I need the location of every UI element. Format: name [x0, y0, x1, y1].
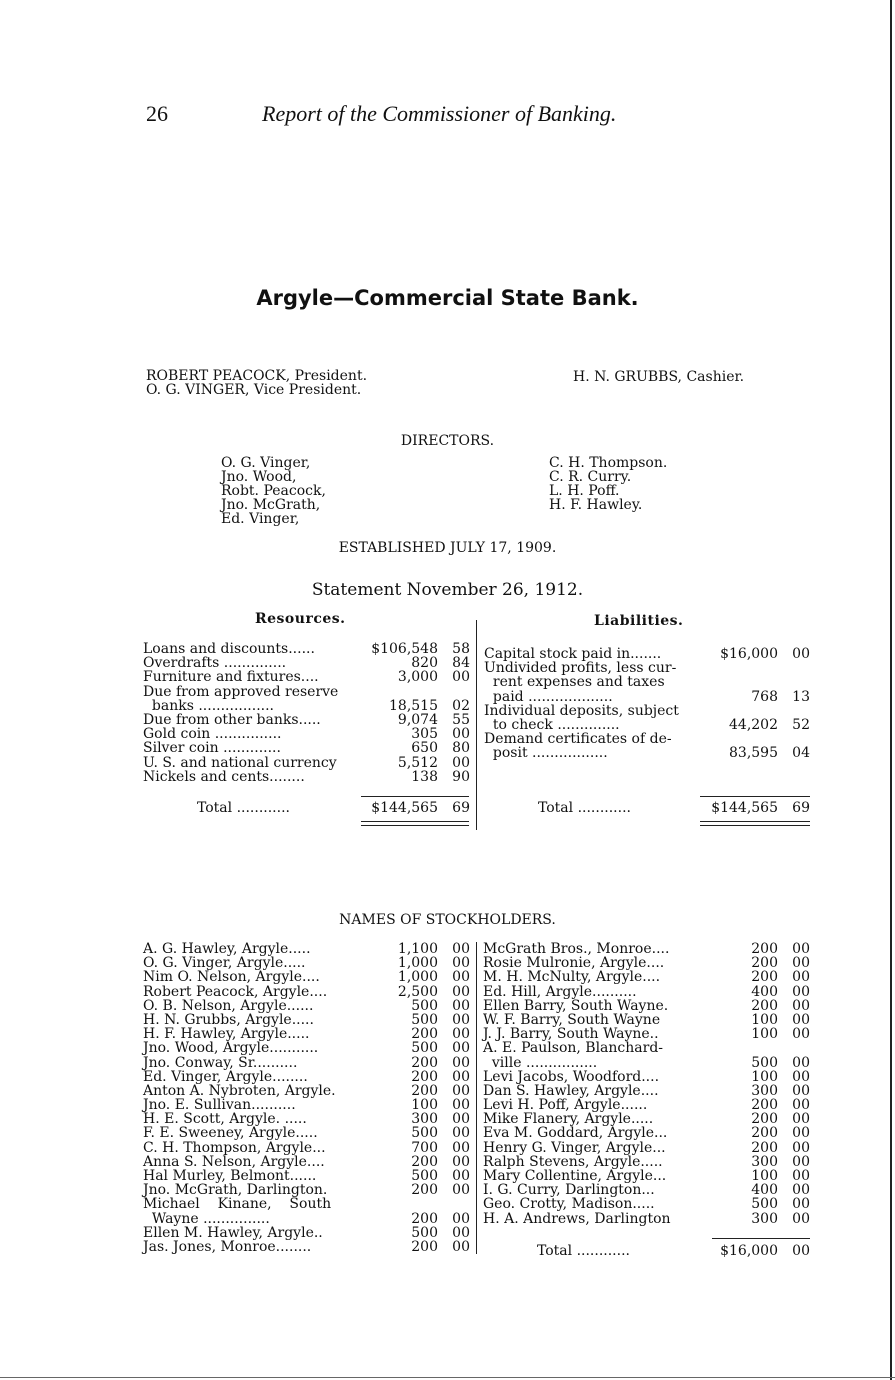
stockholder-row	[143, 1183, 470, 1197]
entry-cents: 00	[452, 1210, 470, 1227]
liabilities-total-values	[484, 800, 810, 816]
entry-name: H. N. Grubbs, Argyle.....	[143, 1011, 314, 1028]
stockholder-row	[143, 1141, 470, 1155]
entry-dollars: 820	[411, 655, 438, 672]
stockholder-row	[483, 956, 810, 970]
entry-name: Dan S. Hawley, Argyle....	[483, 1082, 659, 1099]
entry-cents: 00	[452, 1068, 470, 1085]
entry-cents: 00	[792, 1068, 810, 1085]
entry-cents: 52	[792, 716, 810, 733]
liabilities-sum-rule	[700, 796, 810, 797]
entry-cents: 00	[452, 1054, 470, 1071]
entry-cents: 84	[452, 655, 470, 672]
resources-total-rule	[361, 821, 469, 822]
entry-name: Henry G. Vinger, Argyle...	[483, 1139, 666, 1156]
liabilities-total-cents: 69	[792, 800, 810, 816]
stockholder-row	[143, 1112, 470, 1126]
entry-name: Ed. Hill, Argyle..........	[483, 983, 637, 1000]
entry-cents: 00	[452, 1097, 470, 1114]
entry-name: Jno. McGrath, Darlington.	[143, 1182, 328, 1199]
entry-name: McGrath Bros., Monroe....	[483, 941, 670, 957]
stockholder-row	[143, 1041, 470, 1055]
entry-dollars: 2,500	[397, 983, 438, 1000]
stockholder-row	[143, 1126, 470, 1140]
entry-dollars: 500	[411, 1224, 438, 1241]
entry-name: Ralph Stevens, Argyle.....	[483, 1153, 663, 1170]
liability-row	[484, 690, 810, 704]
entry-name: posit .................	[484, 745, 608, 762]
entry-name: H. E. Scott, Argyle. .....	[143, 1111, 307, 1128]
entry-dollars: 100	[751, 1011, 778, 1028]
stockholder-row	[143, 970, 470, 984]
entry-cents: 00	[792, 1182, 810, 1199]
entry-cents: 00	[792, 1011, 810, 1028]
stockholder-row	[483, 942, 810, 956]
entry-name: Levi H. Poff, Argyle......	[483, 1097, 648, 1114]
entry-cents: 00	[792, 1054, 810, 1071]
statement-title: Statement November 26, 1912.	[311, 580, 584, 600]
director-name: H. F. Hawley.	[549, 497, 643, 513]
entry-name: Gold coin ...............	[143, 726, 282, 743]
entry-cents: 00	[792, 1196, 810, 1213]
page-edge-line	[890, 0, 892, 1380]
resources-total-rule	[361, 825, 469, 826]
resources-total-label: Total ............	[197, 800, 290, 816]
liabilities-heading: Liabilities.	[594, 613, 684, 629]
entry-name: Wayne ...............	[143, 1210, 270, 1227]
stockholder-row	[483, 1212, 810, 1226]
stockholder-row	[483, 1112, 810, 1126]
stockholder-row	[143, 1084, 470, 1098]
stockholder-row	[483, 1183, 810, 1197]
stockholder-row	[143, 1098, 470, 1112]
entry-dollars: 200	[751, 1097, 778, 1114]
entry-dollars: 1,000	[397, 955, 438, 972]
entry-cents: 00	[792, 1168, 810, 1184]
stockholders-total-label: Total ............	[537, 1243, 630, 1259]
resource-row	[143, 741, 470, 755]
entry-name: W. F. Barry, South Wayne	[483, 1011, 661, 1028]
entry-name: Michael Kinane, South	[143, 1196, 332, 1213]
resource-row	[143, 756, 470, 770]
stockholder-row	[483, 1084, 810, 1098]
entry-cents: 00	[452, 1026, 470, 1043]
entry-cents: 00	[452, 983, 470, 1000]
entry-dollars: $16,000	[720, 646, 778, 662]
entry-cents: 00	[452, 997, 470, 1014]
entry-name: Ellen Barry, South Wayne.	[483, 997, 669, 1014]
director-name: Jno. Wood,	[221, 469, 297, 485]
liability-row	[484, 746, 810, 760]
entry-name: paid ...................	[484, 688, 613, 705]
director-name: C. H. Thompson.	[549, 455, 668, 471]
entry-dollars: 500	[411, 1168, 438, 1184]
entry-name: Nim O. Nelson, Argyle....	[143, 969, 320, 986]
entry-cents: 00	[452, 1082, 470, 1099]
entry-name: Individual deposits, subject	[484, 702, 679, 719]
entry-dollars: 200	[751, 1111, 778, 1128]
stockholder-row	[143, 1212, 470, 1226]
entry-dollars: 200	[411, 1026, 438, 1043]
entry-cents: 04	[792, 745, 810, 762]
entry-name: Mary Collentine, Argyle...	[483, 1168, 667, 1184]
stockholder-row	[143, 1056, 470, 1070]
resource-row	[143, 727, 470, 741]
entry-name: J. J. Barry, South Wayne..	[483, 1026, 659, 1043]
stockholder-row	[143, 956, 470, 970]
entry-cents: 90	[452, 768, 470, 785]
resources-heading: Resources.	[255, 611, 346, 627]
stockholder-row	[483, 1013, 810, 1027]
entry-name: Eva M. Goddard, Argyle...	[483, 1125, 668, 1142]
stockholder-row	[483, 1056, 810, 1070]
entry-dollars: 200	[411, 1153, 438, 1170]
liability-row	[484, 661, 810, 675]
entry-name: M. H. McNulty, Argyle....	[483, 969, 661, 986]
resource-row	[143, 685, 470, 699]
entry-name: Rosie Mulronie, Argyle....	[483, 955, 665, 972]
entry-name: C. H. Thompson, Argyle...	[143, 1139, 326, 1156]
liabilities-total-rule	[700, 825, 810, 826]
stockholder-row	[483, 1041, 810, 1055]
entry-dollars: 200	[751, 969, 778, 986]
resources-total-values	[143, 800, 470, 816]
statement-divider	[476, 620, 477, 830]
entry-name: Jno. Conway, Sr..........	[143, 1054, 298, 1071]
entry-dollars: 100	[751, 1068, 778, 1085]
stockholder-row	[143, 1013, 470, 1027]
entry-name: to check ..............	[484, 716, 620, 733]
running-title: Report of the Commissioner of Banking.	[262, 101, 617, 126]
entry-cents: 00	[792, 1210, 810, 1227]
entry-name: O. B. Nelson, Argyle......	[143, 997, 314, 1014]
entry-cents: 02	[452, 697, 470, 714]
director-name: Jno. McGrath,	[221, 497, 321, 513]
stockholders-sum-rule	[712, 1238, 810, 1239]
entry-dollars: 200	[411, 1210, 438, 1227]
entry-dollars: 500	[751, 1196, 778, 1213]
entry-dollars: 500	[751, 1054, 778, 1071]
entry-name: Jas. Jones, Monroe........	[143, 1238, 312, 1255]
entry-name: Nickels and cents........	[143, 768, 305, 785]
entry-cents: 00	[792, 1139, 810, 1156]
entry-cents: 00	[452, 1125, 470, 1142]
entry-name: Anton A. Nybroten, Argyle.	[143, 1082, 336, 1099]
entry-dollars: 200	[751, 997, 778, 1014]
officer-president: ROBERT PEACOCK, President.	[146, 368, 368, 384]
entry-name: Due from approved reserve	[143, 683, 339, 700]
stockholder-row	[483, 985, 810, 999]
stockholder-row	[143, 1169, 470, 1183]
stockholder-row	[483, 1155, 810, 1169]
entry-dollars: 300	[751, 1210, 778, 1227]
entry-dollars: 100	[411, 1097, 438, 1114]
entry-name: O. G. Vinger, Argyle.....	[143, 955, 306, 972]
entry-dollars: 44,202	[729, 716, 778, 733]
entry-cents: 00	[452, 1168, 470, 1184]
entry-cents: 00	[792, 1153, 810, 1170]
entry-name: H. A. Andrews, Darlington	[483, 1210, 671, 1227]
entry-dollars: 200	[751, 955, 778, 972]
director-name: Ed. Vinger,	[221, 511, 300, 527]
resource-row	[143, 642, 470, 656]
entry-dollars: 200	[751, 941, 778, 957]
director-name: L. H. Poff.	[549, 483, 620, 499]
entry-dollars: 300	[751, 1153, 778, 1170]
entry-cents: 00	[792, 983, 810, 1000]
director-name: C. R. Curry.	[549, 469, 632, 485]
entry-dollars: 200	[411, 1182, 438, 1199]
entry-cents: 00	[792, 969, 810, 986]
entry-cents: 00	[452, 1238, 470, 1255]
entry-cents: 00	[792, 646, 810, 662]
resource-row	[143, 770, 470, 784]
entry-cents: 00	[452, 669, 470, 686]
entry-cents: 00	[452, 1182, 470, 1199]
entry-dollars: 768	[751, 688, 778, 705]
stockholders-total-values	[483, 1243, 810, 1259]
entry-cents: 00	[452, 726, 470, 743]
resources-total-cents: 69	[452, 800, 470, 816]
entry-name: Jno. E. Sullivan..........	[143, 1097, 296, 1114]
entry-dollars: 138	[411, 768, 438, 785]
entry-name: Furniture and fixtures....	[143, 669, 319, 686]
entry-dollars: 500	[411, 1011, 438, 1028]
entry-dollars: 300	[411, 1111, 438, 1128]
entry-cents: 00	[452, 1111, 470, 1128]
resources-table	[143, 642, 470, 784]
entry-name: Undivided profits, less cur-	[484, 660, 677, 677]
entry-cents: 00	[792, 1026, 810, 1043]
resources-sum-rule	[361, 796, 469, 797]
stockholder-row	[143, 985, 470, 999]
director-name: O. G. Vinger,	[221, 455, 311, 471]
entry-cents: 00	[452, 969, 470, 986]
stockholder-row	[483, 1070, 810, 1084]
entry-dollars: 500	[411, 997, 438, 1014]
entry-dollars: 5,512	[397, 754, 438, 771]
entry-name: Demand certificates of de-	[484, 731, 672, 748]
liabilities-total-dollars: $144,565	[711, 800, 778, 816]
entry-name: H. F. Hawley, Argyle.....	[143, 1026, 310, 1043]
officer-vice-president: O. G. VINGER, Vice President.	[146, 382, 362, 398]
liability-row	[484, 718, 810, 732]
entry-cents: 00	[452, 1139, 470, 1156]
stockholder-row	[143, 1155, 470, 1169]
entry-name: Levi Jacobs, Woodford....	[483, 1068, 660, 1085]
stockholder-row	[483, 1126, 810, 1140]
stockholders-total-dollars: $16,000	[720, 1243, 778, 1259]
entry-name: ville ................	[483, 1054, 598, 1071]
entry-dollars: 650	[411, 740, 438, 757]
entry-cents: 13	[792, 688, 810, 705]
liabilities-table	[484, 647, 810, 761]
bank-title: Argyle—Commercial State Bank.	[256, 286, 639, 310]
resource-row	[143, 670, 470, 684]
director-name: Robt. Peacock,	[221, 483, 326, 499]
stockholder-row	[143, 1240, 470, 1254]
resource-row	[143, 713, 470, 727]
entry-cents: 80	[452, 740, 470, 757]
stockholder-row	[143, 1027, 470, 1041]
entry-name: I. G. Curry, Darlington...	[483, 1182, 655, 1199]
entry-cents: 00	[452, 1040, 470, 1057]
liabilities-total-rule	[700, 821, 810, 822]
entry-name: F. E. Sweeney, Argyle.....	[143, 1125, 318, 1142]
page-number: 26	[146, 101, 168, 126]
stockholder-row	[143, 999, 470, 1013]
stockholder-row	[483, 1169, 810, 1183]
entry-cents: 00	[452, 955, 470, 972]
entry-name: rent expenses and taxes	[484, 674, 665, 691]
liability-row	[484, 647, 810, 661]
stockholder-row	[483, 970, 810, 984]
entry-dollars: 305	[411, 726, 438, 743]
entry-name: Loans and discounts......	[143, 641, 315, 657]
stockholders-right-column	[483, 942, 810, 1226]
entry-dollars: 9,074	[397, 711, 438, 728]
entry-cents: 00	[792, 941, 810, 957]
page-bottom-line	[0, 1377, 895, 1378]
resource-row	[143, 656, 470, 670]
entry-name: Ellen M. Hawley, Argyle..	[143, 1224, 323, 1241]
entry-dollars: 100	[751, 1026, 778, 1043]
entry-dollars: 200	[751, 1125, 778, 1142]
entry-cents: 00	[452, 1224, 470, 1241]
entry-name: Hal Murley, Belmont......	[143, 1168, 317, 1184]
stockholder-row	[483, 1027, 810, 1041]
entry-name: A. E. Paulson, Blanchard-	[483, 1040, 664, 1057]
stockholder-row	[483, 1098, 810, 1112]
stockholder-row	[143, 1197, 470, 1211]
entry-cents: 00	[792, 997, 810, 1014]
entry-cents: 00	[452, 1153, 470, 1170]
entry-dollars: 700	[411, 1139, 438, 1156]
liability-row	[484, 732, 810, 746]
entry-dollars: 500	[411, 1040, 438, 1057]
stockholders-total-cents: 00	[792, 1243, 810, 1259]
established-date: ESTABLISHED JULY 17, 1909.	[338, 540, 557, 556]
entry-cents: 00	[792, 955, 810, 972]
entry-name: Mike Flanery, Argyle.....	[483, 1111, 654, 1128]
entry-name: Due from other banks.....	[143, 711, 321, 728]
entry-name: Robert Peacock, Argyle....	[143, 983, 328, 1000]
entry-cents: 55	[452, 711, 470, 728]
stockholder-row	[483, 1141, 810, 1155]
stockholders-left-column	[143, 942, 470, 1254]
entry-dollars: 200	[411, 1238, 438, 1255]
stockholder-row	[483, 1197, 810, 1211]
entry-dollars: 200	[411, 1054, 438, 1071]
entry-dollars: 400	[751, 983, 778, 1000]
stockholder-row	[143, 1226, 470, 1240]
entry-cents: 00	[452, 1011, 470, 1028]
entry-name: Geo. Crotty, Madison.....	[483, 1196, 655, 1213]
entry-cents: 58	[452, 641, 470, 657]
entry-cents: 00	[792, 1082, 810, 1099]
entry-dollars: 200	[411, 1068, 438, 1085]
stockholders-divider	[476, 942, 477, 1254]
entry-dollars: 500	[411, 1125, 438, 1142]
stockholders-heading: NAMES OF STOCKHOLDERS.	[339, 912, 556, 928]
entry-name: Ed. Vinger, Argyle........	[143, 1068, 308, 1085]
entry-cents: 00	[792, 1125, 810, 1142]
entry-dollars: 1,000	[397, 969, 438, 986]
officer-cashier: H. N. GRUBBS, Cashier.	[573, 369, 745, 385]
entry-dollars: 100	[751, 1168, 778, 1184]
entry-dollars: 3,000	[397, 669, 438, 686]
entry-cents: 00	[452, 941, 470, 957]
liability-row	[484, 704, 810, 718]
stockholder-row	[143, 942, 470, 956]
liabilities-total-label: Total ............	[538, 800, 631, 816]
entry-dollars: 1,100	[397, 941, 438, 957]
stockholder-row	[143, 1070, 470, 1084]
entry-dollars: 200	[411, 1082, 438, 1099]
entry-name: U. S. and national currency	[143, 754, 337, 771]
resources-total-dollars: $144,565	[371, 800, 438, 816]
entry-name: A. G. Hawley, Argyle.....	[143, 941, 311, 957]
resource-row	[143, 699, 470, 713]
entry-dollars: $106,548	[371, 641, 438, 657]
entry-dollars: 83,595	[729, 745, 778, 762]
entry-cents: 00	[792, 1111, 810, 1128]
entry-dollars: 18,515	[389, 697, 438, 714]
entry-name: Capital stock paid in.......	[484, 646, 662, 662]
entry-dollars: 400	[751, 1182, 778, 1199]
entry-cents: 00	[452, 754, 470, 771]
entry-name: banks .................	[143, 697, 274, 714]
directors-heading: DIRECTORS.	[400, 433, 495, 449]
entry-name: Silver coin .............	[143, 740, 281, 757]
entry-name: Jno. Wood, Argyle...........	[143, 1040, 319, 1057]
entry-cents: 00	[792, 1097, 810, 1114]
entry-name: Overdrafts ..............	[143, 655, 287, 672]
stockholder-row	[483, 999, 810, 1013]
entry-dollars: 200	[751, 1139, 778, 1156]
entry-dollars: 300	[751, 1082, 778, 1099]
liability-row	[484, 675, 810, 689]
entry-name: Anna S. Nelson, Argyle....	[143, 1153, 325, 1170]
